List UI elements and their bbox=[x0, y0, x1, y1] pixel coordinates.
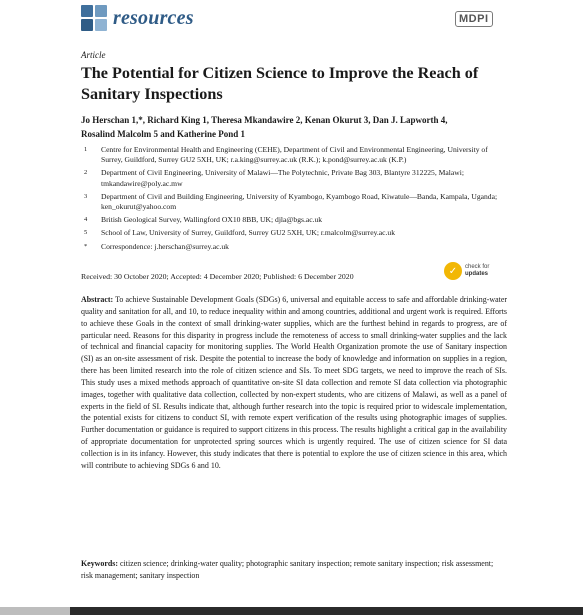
paper-title: The Potential for Citizen Science to Improve the Reach of Sanitary Inspections bbox=[81, 64, 479, 103]
publisher-logo[interactable] bbox=[455, 11, 493, 27]
affiliation-number: * bbox=[84, 242, 88, 250]
keywords-label: Keywords: bbox=[81, 559, 119, 568]
affiliation-text: School of Law, University of Surrey, Guildford, Surrey GU2 5XH, UK; r.malcolm@surrey.ac.uk bbox=[101, 228, 396, 238]
journal-logo[interactable] bbox=[81, 5, 194, 31]
page-header bbox=[81, 5, 583, 39]
affiliation-item bbox=[81, 192, 511, 212]
article-type: Article bbox=[81, 50, 106, 60]
affiliation-text: Centre for Environmental Health and Engineering (CEHE), Department of Civil and Environmental Engineering, University of Surrey, Guildford, Surrey GU2 5XH, UK; r.a.king@surrey.ac.uk (R.K.); k.pond@surrey.ac.uk (K.P.) bbox=[101, 145, 488, 165]
abstract-text: To achieve Sustainable Development Goals (SDGs) 6, universal and equitable access to safe and affordable drinking-water quality and sanitation for all, and 10, to reduce inequality within and among countries, additional and urgent work is required. Efforts to achieve these Goals in the context of small drinking-water supplies, which are the furthest behind in regards to progress, are of particular need. Reasons for this disparity in progress include the remoteness of access to small drinking-water supplies and the lack of technical and financial capacity for monitoring supplies. The World Health Organization promote the use of Sanitary inspection (SI) as an on-site assessment of risk. Despite the potential to increase the body of knowledge and information on supplies in a region, there has been limited research into the role of citizen science and SIs. To meet SDG targets, we need to improve the reach of SIs. This study uses a mixed methods approach of quantitative on-site SI data collection and remote SI data collection via photographic images, together with qualitative data collection, collected by non-expert students, who are citizens of Malawi, as well as a panel of experts in the field of SI. Results indicate that, although further research into the topic is required prior to widescale implementation, the potential exists for citizens to conduct SI, with remote expert verification of the results using photographic images of supplies. Further documentation or guidance is required to support citizens in this process. The results highlight a critical gap in the availability of appropriate documentation for unprotected spring sources which is urgently required. The use of citizen science for SI data collection is in its infancy. However, this study indicates that there is potential to explore the use of citizen science in this area, which will contribute to achieving SDGs 6 and 10. bbox=[81, 295, 508, 470]
affiliation-number: 2 bbox=[84, 169, 88, 177]
affiliation-number: 5 bbox=[84, 229, 88, 237]
correspondence-text: Correspondence: j.herschan@surrey.ac.uk bbox=[101, 241, 229, 251]
publication-dates: Received: 30 October 2020; Accepted: 4 December 2020; Published: 6 December 2020 bbox=[81, 272, 354, 281]
viewer-bottom-bar bbox=[0, 607, 583, 615]
affiliation-item bbox=[81, 228, 511, 238]
affiliation-item bbox=[81, 145, 511, 165]
keywords bbox=[81, 558, 507, 582]
affiliation-number: 1 bbox=[84, 146, 88, 153]
authors-line-1 bbox=[81, 113, 511, 127]
abstract bbox=[81, 294, 507, 472]
affiliations-list bbox=[81, 145, 511, 255]
correspondence-item bbox=[81, 242, 511, 252]
affiliation-number: 3 bbox=[84, 192, 88, 200]
affiliation-text: British Geological Survey, Wallingford OX10 8BB, UK; djla@bgs.ac.uk bbox=[101, 215, 323, 225]
abstract-label: Abstract: bbox=[81, 295, 114, 304]
affiliation-number: 4 bbox=[84, 216, 88, 224]
affiliation-item bbox=[81, 168, 511, 188]
keywords-text: citizen science; drinking-water quality; photographic sanitary inspection; remote sanitary inspection; risk assessment; risk management; sanitary inspection bbox=[81, 559, 494, 580]
journal-name: resources bbox=[113, 6, 194, 29]
journal-logo-icon bbox=[81, 5, 107, 31]
check-for-updates-badge[interactable] bbox=[444, 262, 489, 280]
affiliation-item bbox=[81, 215, 511, 225]
check-updates-line1: check for bbox=[465, 264, 490, 270]
authors-text-1: Jo Herschan 1,*, Richard King 1, Theresa Mkandawire 2, Kenan Okurut 3, Dan J. Lapworth 4, bbox=[81, 115, 448, 125]
authors-line-2: Rosalind Malcolm 5 and Katherine Pond 1 bbox=[81, 129, 246, 139]
check-updates-line2: updates bbox=[465, 271, 489, 277]
mdpi-logo-icon: MDPI bbox=[455, 11, 493, 27]
affiliation-text: Department of Civil and Building Engineering, University of Kyambogo, Kyambogo Road, Kiwatule—Banda, Kampala, Uganda; ken_okurut@yahoo.com bbox=[101, 191, 498, 212]
author-list bbox=[81, 113, 511, 141]
affiliation-text: Department of Civil Engineering, University of Malawi—The Polytechnic, Private Bag 303, Blantyre 312225, Malawi; tmkandawire@poly.ac.mw bbox=[101, 168, 464, 188]
check-updates-icon: ✓ bbox=[444, 262, 462, 280]
check-updates-label bbox=[465, 264, 489, 278]
